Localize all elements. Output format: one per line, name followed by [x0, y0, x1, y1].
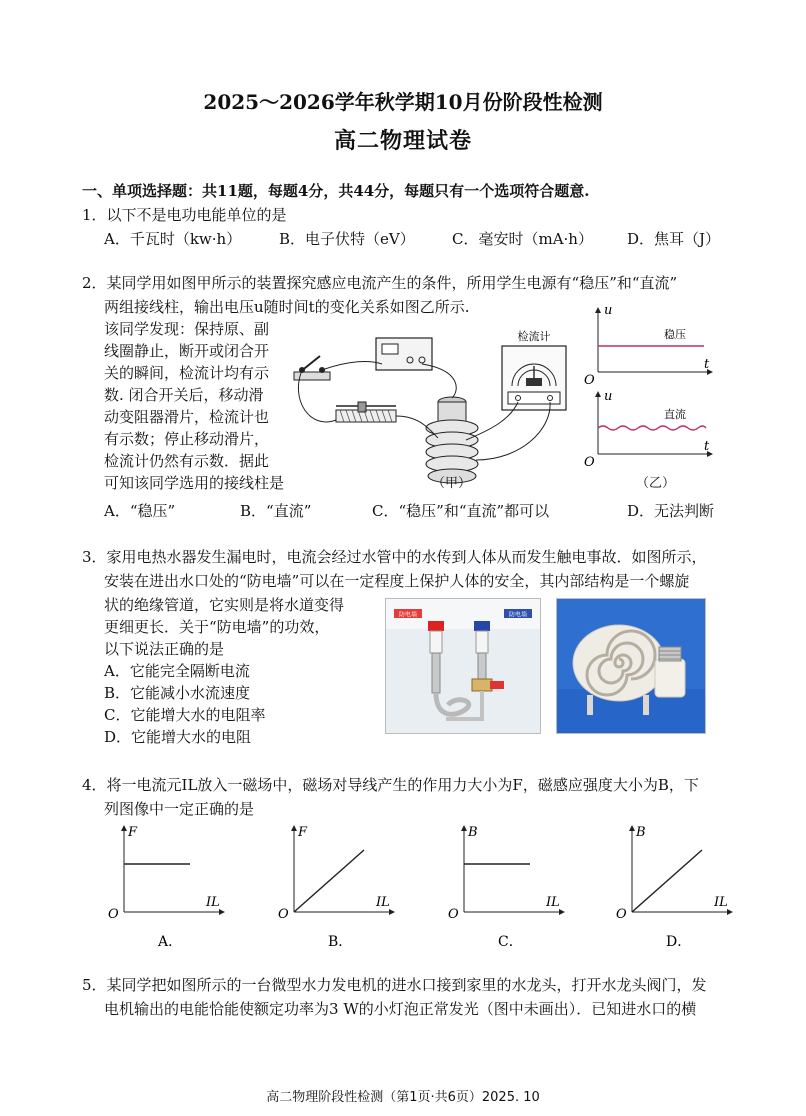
q1-option-d: D．焦耳（J） [627, 230, 721, 248]
q3-stem-line1: 3．家用电热水器发生漏电时，电流会经过水管中的水传到人体从而发生触电事故．如图所示， [82, 548, 707, 566]
x-axis-label: IL [546, 895, 560, 910]
x-axis-label: IL [714, 895, 728, 910]
origin-label: O [448, 907, 459, 922]
q1-option-a: A．千瓦时（kw·h） [104, 230, 242, 248]
q2-option-a: A．“稳压” [104, 502, 176, 520]
exam-title: 2025～2026学年秋学期10月份阶段性检测 [203, 90, 603, 114]
rheostat-icon [336, 402, 396, 422]
y-axis-label: B [636, 825, 646, 840]
q4-stem-line2: 列图像中一定正确的是 [104, 800, 255, 818]
q5-stem-line1: 5．某同学把如图所示的一台微型水力发电机的进水口接到家里的水龙头，打开水龙头阀门，发 [82, 976, 707, 994]
x-axis-label: IL [376, 895, 390, 910]
origin-label: O [616, 907, 627, 922]
q4-stem-line1: 4．将一电流元IL放入一磁场中，磁场对导线产生的作用力大小为F，磁感应强度大小为B，下 [82, 776, 699, 794]
q4-graph-c [448, 825, 564, 950]
graph2-t-label: t [704, 439, 710, 454]
q1-stem: 1．以下不是电功电能单位的是 [82, 206, 287, 224]
q2-side-text [104, 318, 294, 494]
q2-fig-b-caption: （乙） [636, 476, 676, 491]
q3-side-line: 状的绝缘管道，它实则是将水道变得 [104, 596, 345, 614]
graph1-t-label: t [704, 357, 710, 372]
graph1-origin: O [584, 373, 595, 388]
q4-graph-d [616, 825, 732, 950]
graph2-curve [598, 426, 706, 430]
q3-side-line: 更细更长．关于“防电墙”的功效， [104, 618, 330, 636]
q2-side-line: 关的瞬间，检流计均有示 [104, 364, 270, 382]
q2-stem-line1: 2．某同学用如图甲所示的装置探究感应电流产生的条件，所用学生电源有“稳压”和“直流” [82, 274, 678, 292]
q2-side-line: 动变阻器滑片，检流计也 [104, 408, 270, 426]
graph-caption: B． [328, 934, 353, 950]
q1-option-b: B．电子伏特（eV） [279, 230, 415, 248]
graph-caption: D． [666, 934, 692, 950]
q2-option-d: D．无法判断 [627, 502, 715, 520]
q2-figure-graphs [580, 300, 720, 472]
photo-label-left: 防电墙 [398, 611, 418, 619]
power-supply-icon [376, 338, 432, 370]
q3-photo-water-heater [385, 598, 541, 734]
q4-graph-a [108, 825, 224, 950]
q3-option-a: A．它能完全隔断电流 [104, 662, 250, 680]
q2-fig-a-caption: （甲） [432, 476, 472, 491]
q2-stem-line2: 两组接线柱，输出电压u随时间t的变化关系如图乙所示. [104, 298, 470, 316]
graph1-u-label: u [604, 303, 613, 318]
q2-side-line: 检流计仍然有示数．据此 [104, 452, 270, 470]
y-axis-label: F [128, 825, 138, 840]
q1-option-c: C．毫安时（mA·h） [452, 230, 593, 248]
q2-option-b: B．“直流” [240, 502, 312, 520]
x-axis-label: IL [206, 895, 220, 910]
q2-option-c: C．“稳压”和“直流”都可以 [372, 502, 550, 520]
graph2-u-label: u [604, 389, 613, 404]
q2-side-line: 可知该同学选用的接线柱是 [104, 474, 285, 492]
page-footer: 高二物理阶段性检测（第1页·共6页）2025. 10 [266, 1090, 540, 1105]
q3-stem-line2: 安装在进出水口处的“防电墙”可以在一定程度上保护人体的安全，其内部结构是一个螺旋 [104, 572, 690, 590]
graph-line [294, 850, 364, 912]
q2-side-line: 有示数；停止移动滑片， [104, 430, 270, 448]
q2-side-line: 该同学发现：保持原、副 [104, 320, 270, 338]
y-axis-label: B [468, 825, 478, 840]
galvanometer-icon [502, 346, 566, 410]
q3-option-b: B．它能减小水流速度 [104, 684, 251, 702]
galvanometer-label: 检流计 [517, 330, 551, 343]
q4-graph-b [278, 825, 394, 950]
graph2-origin: O [584, 455, 595, 470]
origin-label: O [278, 907, 289, 922]
graph2-label: 直流 [664, 408, 686, 421]
q2-side-line: 线圈静止，断开或闭合开 [104, 342, 270, 360]
q3-photo-spiral-insulator [556, 598, 706, 734]
y-axis-label: F [298, 825, 308, 840]
section-heading: 一、单项选择题：共11题，每题4分，共44分，每题只有一个选项符合题意. [82, 182, 590, 200]
q2-side-line: 数. 闭合开关后，移动滑 [104, 386, 264, 404]
exam-subtitle: 高二物理试卷 [333, 128, 472, 154]
graph-line [632, 850, 702, 912]
graph-caption: C． [498, 934, 523, 950]
photo-label-right: 防电墙 [508, 611, 528, 619]
q3-side-text [104, 594, 344, 748]
q3-side-line: 以下说法正确的是 [104, 640, 225, 658]
graph1-label: 稳压 [664, 328, 686, 341]
graph-caption: A． [158, 934, 183, 950]
q3-option-c: C．它能增大水的电阻率 [104, 706, 266, 724]
origin-label: O [108, 907, 119, 922]
q5-stem-line2: 电机输出的电能恰能使额定功率为3 W的小灯泡正常发光（图中未画出）．已知进水口的横 [104, 1000, 697, 1018]
q4-graphs [100, 822, 740, 952]
q3-option-d: D．它能增大水的电阻 [104, 728, 252, 746]
coil-icon [426, 397, 478, 483]
